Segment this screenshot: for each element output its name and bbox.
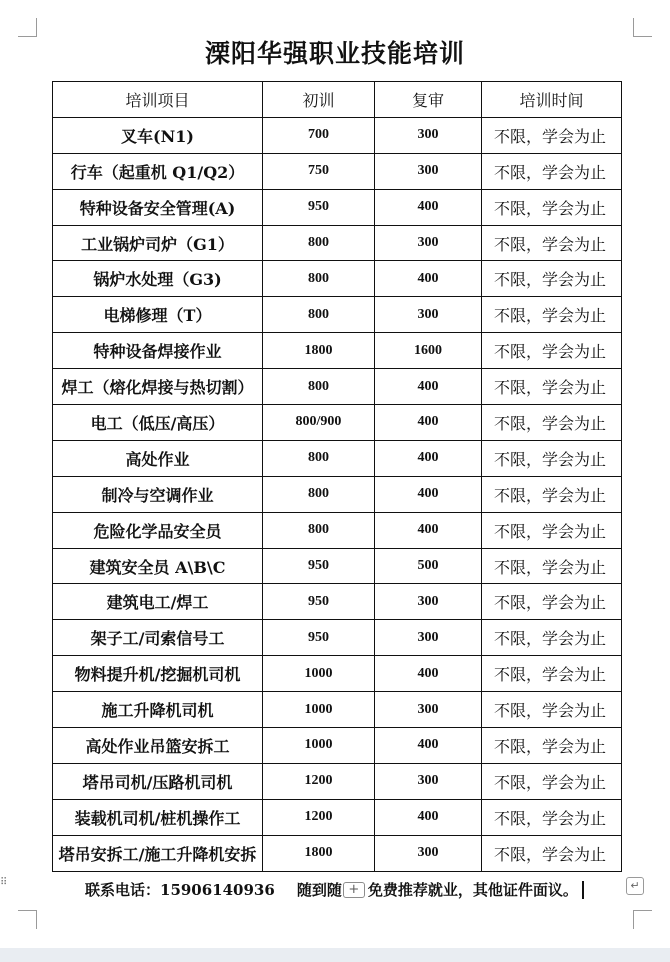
footer-text-after: 免费推荐就业，其他证件面议。 <box>367 881 578 899</box>
table-row <box>53 405 622 441</box>
contact-phone: 联系电话：15906140936 <box>85 881 275 899</box>
cell-review-fee[interactable]: 400 <box>375 261 482 297</box>
cell-item[interactable]: 制冷与空调作业 <box>53 476 263 512</box>
cell-training-time[interactable]: 不限，学会为止 <box>482 189 622 225</box>
cell-training-time[interactable]: 不限，学会为止 <box>482 512 622 548</box>
cell-review-fee[interactable]: 400 <box>375 656 482 692</box>
cell-item[interactable]: 施工升降机司机 <box>53 692 263 728</box>
header-item[interactable]: 培训项目 <box>53 82 263 118</box>
cell-initial-fee[interactable]: 800 <box>263 369 375 405</box>
cell-initial-fee[interactable]: 800 <box>263 225 375 261</box>
table-row <box>53 728 622 764</box>
cell-review-fee[interactable]: 400 <box>375 512 482 548</box>
cell-review-fee[interactable]: 400 <box>375 189 482 225</box>
cell-item[interactable]: 电梯修理（T） <box>53 297 263 333</box>
cell-item[interactable]: 工业锅炉司炉（G1） <box>53 225 263 261</box>
cell-initial-fee[interactable]: 800 <box>263 261 375 297</box>
cell-training-time[interactable]: 不限，学会为止 <box>482 620 622 656</box>
cell-training-time[interactable]: 不限，学会为止 <box>482 261 622 297</box>
cell-review-fee[interactable]: 300 <box>375 153 482 189</box>
cell-item[interactable]: 电工（低压/高压） <box>53 405 263 441</box>
cell-review-fee[interactable]: 400 <box>375 728 482 764</box>
cell-initial-fee[interactable]: 800 <box>263 476 375 512</box>
cell-review-fee[interactable]: 300 <box>375 692 482 728</box>
cell-training-time[interactable]: 不限，学会为止 <box>482 440 622 476</box>
cell-item[interactable]: 特种设备安全管理(A) <box>53 189 263 225</box>
cell-review-fee[interactable]: 300 <box>375 620 482 656</box>
cell-training-time[interactable]: 不限，学会为止 <box>482 117 622 153</box>
cell-initial-fee[interactable]: 1200 <box>263 763 375 799</box>
cell-training-time[interactable]: 不限，学会为止 <box>482 799 622 835</box>
cell-review-fee[interactable]: 300 <box>375 117 482 153</box>
cell-item[interactable]: 行车（起重机 Q1/Q2） <box>53 153 263 189</box>
cell-item[interactable]: 高处作业吊篮安拆工 <box>53 728 263 764</box>
cell-training-time[interactable]: 不限，学会为止 <box>482 153 622 189</box>
table-row <box>53 297 622 333</box>
cell-review-fee[interactable]: 300 <box>375 763 482 799</box>
table-row <box>53 117 622 153</box>
table-row <box>53 763 622 799</box>
cell-review-fee[interactable]: 400 <box>375 369 482 405</box>
cell-initial-fee[interactable]: 1200 <box>263 799 375 835</box>
page-corner-mark-bottom-left <box>18 910 37 929</box>
cell-review-fee[interactable]: 400 <box>375 476 482 512</box>
cell-training-time[interactable]: 不限，学会为止 <box>482 728 622 764</box>
table-row <box>53 369 622 405</box>
table-row <box>53 261 622 297</box>
cell-initial-fee[interactable]: 1000 <box>263 692 375 728</box>
table-row <box>53 189 622 225</box>
cell-initial-fee[interactable]: 1000 <box>263 656 375 692</box>
cell-item[interactable]: 装载机司机/桩机操作工 <box>53 799 263 835</box>
cell-initial-fee[interactable]: 800 <box>263 440 375 476</box>
table-header-row <box>53 82 622 118</box>
cell-training-time[interactable]: 不限，学会为止 <box>482 476 622 512</box>
text-cursor <box>582 881 584 899</box>
cell-training-time[interactable]: 不限，学会为止 <box>482 763 622 799</box>
cell-initial-fee[interactable]: 800/900 <box>263 405 375 441</box>
cell-review-fee[interactable]: 300 <box>375 297 482 333</box>
cell-item[interactable]: 建筑电工/焊工 <box>53 584 263 620</box>
cell-initial-fee[interactable]: 1800 <box>263 835 375 871</box>
cell-training-time[interactable]: 不限，学会为止 <box>482 692 622 728</box>
table-row <box>53 512 622 548</box>
cell-training-time[interactable]: 不限，学会为止 <box>482 297 622 333</box>
plus-icon: + <box>348 882 360 897</box>
cell-training-time[interactable]: 不限，学会为止 <box>482 405 622 441</box>
header-review[interactable]: 复审 <box>375 82 482 118</box>
cell-training-time[interactable]: 不限，学会为止 <box>482 333 622 369</box>
cell-review-fee[interactable]: 500 <box>375 548 482 584</box>
cell-item[interactable]: 塔吊司机/压路机司机 <box>53 763 263 799</box>
cell-training-time[interactable]: 不限，学会为止 <box>482 656 622 692</box>
cell-initial-fee[interactable]: 950 <box>263 584 375 620</box>
cell-initial-fee[interactable]: 950 <box>263 620 375 656</box>
cell-initial-fee[interactable]: 800 <box>263 512 375 548</box>
cell-initial-fee[interactable]: 1000 <box>263 728 375 764</box>
header-time[interactable]: 培训时间 <box>482 82 622 118</box>
cell-training-time[interactable]: 不限，学会为止 <box>482 835 622 871</box>
drag-handle-icon[interactable]: ⠿ <box>0 877 7 888</box>
table-row <box>53 476 622 512</box>
cell-initial-fee[interactable]: 950 <box>263 548 375 584</box>
cell-item[interactable]: 高处作业 <box>53 440 263 476</box>
cell-initial-fee[interactable]: 950 <box>263 189 375 225</box>
cell-item[interactable]: 物料提升机/挖掘机司机 <box>53 656 263 692</box>
footer-text-before: 随到随 <box>296 881 342 899</box>
footer-line[interactable] <box>85 878 584 900</box>
table-row <box>53 333 622 369</box>
table-row <box>53 584 622 620</box>
cell-initial-fee[interactable]: 750 <box>263 153 375 189</box>
training-table[interactable] <box>52 81 622 872</box>
paragraph-mark-icon[interactable]: ↵ <box>626 877 644 895</box>
cell-initial-fee[interactable]: 700 <box>263 117 375 153</box>
table-row <box>53 835 622 871</box>
document-title[interactable]: 溧阳华强职业技能培训 <box>204 39 465 68</box>
cell-item[interactable]: 锅炉水处理（G3) <box>53 261 263 297</box>
table-row <box>53 440 622 476</box>
cell-item[interactable]: 特种设备焊接作业 <box>53 333 263 369</box>
cell-item[interactable]: 架子工/司索信号工 <box>53 620 263 656</box>
cell-review-fee[interactable]: 400 <box>375 799 482 835</box>
cell-review-fee[interactable]: 1600 <box>375 333 482 369</box>
add-plus-button[interactable] <box>343 882 365 898</box>
cell-initial-fee[interactable]: 1800 <box>263 333 375 369</box>
cell-review-fee[interactable]: 300 <box>375 225 482 261</box>
table-row <box>53 656 622 692</box>
table-row <box>53 548 622 584</box>
table-row <box>53 799 622 835</box>
cell-training-time[interactable]: 不限，学会为止 <box>482 225 622 261</box>
cell-training-time[interactable]: 不限，学会为止 <box>482 584 622 620</box>
cell-review-fee[interactable]: 300 <box>375 584 482 620</box>
cell-item[interactable]: 塔吊安拆工/施工升降机安拆 <box>53 835 263 871</box>
cell-item[interactable]: 焊工（熔化焊接与热切割） <box>53 369 263 405</box>
cell-training-time[interactable]: 不限，学会为止 <box>482 369 622 405</box>
table-row <box>53 225 622 261</box>
cell-review-fee[interactable]: 400 <box>375 440 482 476</box>
cell-initial-fee[interactable]: 800 <box>263 297 375 333</box>
table-row <box>53 620 622 656</box>
table-row <box>53 153 622 189</box>
cell-item[interactable]: 叉车(N1) <box>53 117 263 153</box>
cell-review-fee[interactable]: 300 <box>375 835 482 871</box>
table-row <box>53 692 622 728</box>
cell-item[interactable]: 危险化学品安全员 <box>53 512 263 548</box>
cell-review-fee[interactable]: 400 <box>375 405 482 441</box>
header-initial[interactable]: 初训 <box>263 82 375 118</box>
bottom-scroll-strip <box>0 948 670 962</box>
page-corner-mark-bottom-right <box>633 910 652 929</box>
cell-item[interactable]: 建筑安全员 A\B\C <box>53 548 263 584</box>
cell-training-time[interactable]: 不限，学会为止 <box>482 548 622 584</box>
